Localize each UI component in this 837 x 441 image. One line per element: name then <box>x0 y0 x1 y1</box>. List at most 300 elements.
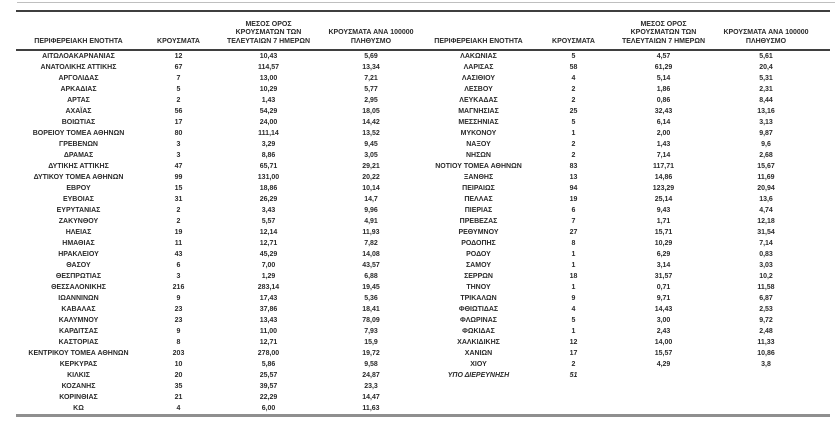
spacer-cell <box>816 128 830 139</box>
cases-value: 43 <box>174 251 183 258</box>
cases-value: 2 <box>571 361 576 368</box>
table-row <box>16 139 830 150</box>
per100k-value: 11,63 <box>362 405 380 412</box>
avg7-value: 2,00 <box>656 130 671 137</box>
region-name: ΑΝΑΤΟΛΙΚΗΣ ΑΤΤΙΚΗΣ <box>40 64 117 71</box>
cases-value: 5 <box>571 119 576 126</box>
per100k-value: 5,36 <box>364 295 378 302</box>
avg7-value: 13,00 <box>259 75 278 82</box>
spacer-cell <box>816 150 830 161</box>
table-header <box>16 11 830 50</box>
region-name: ΚΑΣΤΟΡΙΑΣ <box>58 339 99 346</box>
table-row <box>16 128 830 139</box>
cases-value: 5 <box>571 53 576 60</box>
avg7-value: 3,43 <box>261 207 276 214</box>
region-name: ΝΗΣΩΝ <box>466 152 491 159</box>
cases-value: 2 <box>571 152 576 159</box>
region-name: ΕΒΡΟΥ <box>66 185 91 192</box>
per100k-value: 3,05 <box>364 152 378 159</box>
cases-value: 83 <box>569 163 578 170</box>
avg7-value: 37,86 <box>259 306 278 313</box>
cases-value: 1 <box>571 251 576 258</box>
header-per100k-right: ΚΡΟΥΣΜΑΤΑ ΑΝΑ 100000 ΠΛΗΘΥΣΜΟ <box>723 29 809 45</box>
avg7-value: 61,29 <box>654 64 673 71</box>
region-name: ΤΡΙΚΑΛΩΝ <box>460 295 497 302</box>
header-region-left: ΠΕΡΙΦΕΡΕΙΑΚΗ ΕΝΟΤΗΤΑ <box>34 37 123 45</box>
per100k-value: 19,45 <box>362 284 380 291</box>
spacer-cell <box>816 392 830 403</box>
cases-value: 5 <box>176 86 181 93</box>
region-name <box>421 381 536 392</box>
spacer-cell <box>816 106 830 117</box>
table-row <box>16 337 830 348</box>
region-name: ΑΧΑΪΑΣ <box>65 108 92 115</box>
per100k-value: 14,7 <box>364 196 378 203</box>
table-row <box>16 403 830 416</box>
avg7-value <box>611 381 716 392</box>
cases-value: 216 <box>172 284 185 291</box>
per100k-value: 3,8 <box>761 361 771 368</box>
avg7-value: 39,57 <box>259 383 278 390</box>
per100k-value: 8,44 <box>759 97 773 104</box>
per100k-value: 11,58 <box>757 284 775 291</box>
cases-value: 2 <box>176 97 181 104</box>
region-name: ΣΕΡΡΩΝ <box>464 273 493 280</box>
region-name: ΒΟΡΕΙΟΥ ΤΟΜΕΑ ΑΘΗΝΩΝ <box>32 130 125 137</box>
avg7-value: 6,14 <box>656 119 671 126</box>
cases-value: 7 <box>571 218 576 225</box>
avg7-value: 4,29 <box>656 361 671 368</box>
per100k-value: 9,6 <box>761 141 771 148</box>
avg7-value <box>611 392 716 403</box>
cases-value: 2 <box>176 218 181 225</box>
avg7-value: 5,14 <box>656 75 671 82</box>
region-name: ΑΡΓΟΛΙΔΑΣ <box>58 75 99 82</box>
region-name: ΦΘΙΩΤΙΔΑΣ <box>458 306 499 313</box>
per100k-value: 3,13 <box>759 119 773 126</box>
header-cases-left: ΚΡΟΥΣΜΑΤΑ <box>157 37 200 45</box>
region-name: ΠΕΙΡΑΙΩΣ <box>462 185 495 192</box>
per100k-value: 7,82 <box>364 240 378 247</box>
region-name: ΠΕΛΛΑΣ <box>464 196 493 203</box>
spacer-cell <box>816 326 830 337</box>
spacer-cell <box>816 161 830 172</box>
region-name: ΜΑΓΝΗΣΙΑΣ <box>458 108 499 115</box>
cases-value: 17 <box>174 119 183 126</box>
cases-value: 99 <box>174 174 183 181</box>
spacer-cell <box>816 117 830 128</box>
cases-value: 8 <box>571 240 576 247</box>
spacer-cell <box>816 293 830 304</box>
region-name: ΧΑΝΙΩΝ <box>464 350 493 357</box>
per100k-value: 13,34 <box>362 64 380 71</box>
cases-value: 20 <box>174 372 183 379</box>
per100k-value: 6,88 <box>364 273 378 280</box>
header-region-right: ΠΕΡΙΦΕΡΕΙΑΚΗ ΕΝΟΤΗΤΑ <box>434 37 523 45</box>
region-name: ΛΕΥΚΑΔΑΣ <box>459 97 498 104</box>
cases-value <box>536 392 611 403</box>
table-row <box>16 348 830 359</box>
regional-units-table <box>16 10 830 417</box>
cases-value: 13 <box>569 174 578 181</box>
region-name <box>421 392 536 403</box>
avg7-value: 25,57 <box>259 372 278 379</box>
avg7-value <box>611 370 716 381</box>
cases-value: 2 <box>571 86 576 93</box>
avg7-value: 5,57 <box>261 218 276 225</box>
avg7-value: 3,29 <box>261 141 276 148</box>
avg7-value: 6,29 <box>656 251 671 258</box>
per100k-value: 9,87 <box>759 130 773 137</box>
header-spacer <box>816 11 830 50</box>
per100k-value: 9,72 <box>759 317 773 324</box>
header-row <box>16 11 830 50</box>
cases-value: 47 <box>174 163 183 170</box>
avg7-value: 5,86 <box>261 361 276 368</box>
avg7-value: 25,14 <box>654 196 673 203</box>
region-name: ΛΑΣΙΘΙΟΥ <box>461 75 496 82</box>
region-name: ΧΙΟΥ <box>470 361 487 368</box>
per100k-value <box>716 370 816 381</box>
avg7-value: 32,43 <box>654 108 673 115</box>
per100k-value: 2,48 <box>759 328 773 335</box>
region-name: ΒΟΙΩΤΙΑΣ <box>61 119 96 126</box>
per100k-value: 29,21 <box>362 163 380 170</box>
per100k-value: 5,31 <box>759 75 773 82</box>
cases-value: 15 <box>174 185 183 192</box>
spacer-cell <box>816 73 830 84</box>
avg7-value: 14,43 <box>654 306 673 313</box>
cases-value: 12 <box>174 53 183 60</box>
avg7-value: 10,29 <box>259 86 278 93</box>
avg7-value: 1,43 <box>261 97 276 104</box>
table-row <box>16 227 830 238</box>
per100k-value: 14,47 <box>362 394 380 401</box>
cases-value: 51 <box>569 372 578 379</box>
avg7-value: 1,86 <box>656 86 671 93</box>
avg7-value: 131,00 <box>257 174 280 181</box>
per100k-value: 10,2 <box>759 273 773 280</box>
region-name: ΣΑΜΟΥ <box>465 262 491 269</box>
cases-value: 19 <box>569 196 578 203</box>
avg7-value: 24,00 <box>259 119 278 126</box>
avg7-value: 7,14 <box>656 152 671 159</box>
cases-value: 23 <box>174 306 183 313</box>
cases-value: 4 <box>571 306 576 313</box>
header-avg7-right: ΜΕΣΟΣ ΟΡΟΣ ΚΡΟΥΣΜΑΤΩΝ ΤΩΝ ΤΕΛΕΥΤΑΙΩΝ 7 ΗΜΕΡΩΝ <box>621 20 706 45</box>
region-name: ΡΟΔΟΥ <box>466 251 491 258</box>
cases-value: 6 <box>176 262 181 269</box>
cases-value: 8 <box>176 339 181 346</box>
per100k-value: 4,91 <box>364 218 378 225</box>
table-row <box>16 106 830 117</box>
cases-value: 3 <box>176 141 181 148</box>
region-name: ΑΙΤΩΛΟΑΚΑΡΝΑΝΙΑΣ <box>42 53 115 60</box>
region-name: ΔΡΑΜΑΣ <box>63 152 94 159</box>
per100k-value <box>716 403 816 416</box>
avg7-value: 7,00 <box>261 262 276 269</box>
table-row <box>16 150 830 161</box>
region-name: ΘΑΣΟΥ <box>66 262 91 269</box>
avg7-value: 10,29 <box>654 240 673 247</box>
cases-value: 11 <box>174 240 183 247</box>
per100k-value: 5,61 <box>759 53 773 60</box>
region-name: ΚΩ <box>73 405 84 412</box>
per100k-value: 14,08 <box>362 251 380 258</box>
avg7-value: 9,43 <box>656 207 671 214</box>
avg7-value: 12,14 <box>259 229 278 236</box>
per100k-value: 14,42 <box>362 119 380 126</box>
per100k-value: 7,93 <box>364 328 378 335</box>
table-row <box>16 392 830 403</box>
spacer-cell <box>816 304 830 315</box>
region-name: ΠΙΕΡΙΑΣ <box>464 207 493 214</box>
top-separator-line <box>17 2 835 3</box>
spacer-cell <box>816 205 830 216</box>
cases-value: 23 <box>174 317 183 324</box>
per100k-value: 43,57 <box>362 262 380 269</box>
avg7-value: 65,71 <box>259 163 278 170</box>
region-name: ΦΩΚΙΔΑΣ <box>462 328 495 335</box>
region-name: ΡΟΔΟΠΗΣ <box>461 240 496 247</box>
spacer-cell <box>816 282 830 293</box>
per100k-value: 11,93 <box>362 229 380 236</box>
cases-value: 58 <box>569 64 578 71</box>
region-name: ΛΕΣΒΟΥ <box>464 86 493 93</box>
per100k-value: 7,21 <box>364 75 378 82</box>
region-name: ΡΕΘΥΜΝΟΥ <box>458 229 499 236</box>
region-name: ΑΡΚΑΔΙΑΣ <box>60 86 97 93</box>
header-per100k-left: ΚΡΟΥΣΜΑΤΑ ΑΝΑ 100000 ΠΛΗΘΥΣΜΟ <box>328 29 414 45</box>
table-row <box>16 326 830 337</box>
per100k-value: 10,86 <box>757 350 775 357</box>
avg7-value: 0,86 <box>656 97 671 104</box>
region-name: ΔΥΤΙΚΟΥ ΤΟΜΕΑ ΑΘΗΝΩΝ <box>33 174 124 181</box>
region-name: ΘΕΣΠΡΩΤΙΑΣ <box>55 273 102 280</box>
cases-value: 10 <box>174 361 183 368</box>
region-name: ΧΑΛΚΙΔΙΚΗΣ <box>457 339 500 346</box>
cases-value: 27 <box>569 229 578 236</box>
avg7-value: 8,86 <box>261 152 276 159</box>
cases-value: 67 <box>174 64 183 71</box>
cases-value: 3 <box>176 273 181 280</box>
per100k-value: 78,09 <box>362 317 380 324</box>
table-row <box>16 304 830 315</box>
per100k-value: 19,72 <box>362 350 380 357</box>
spacer-cell <box>816 227 830 238</box>
cases-value: 12 <box>569 339 578 346</box>
cases-value: 5 <box>571 317 576 324</box>
cases-value: 56 <box>174 108 183 115</box>
avg7-value: 117,71 <box>652 163 675 170</box>
table-row <box>16 84 830 95</box>
avg7-value: 9,71 <box>656 295 671 302</box>
per100k-value: 0,83 <box>759 251 773 258</box>
per100k-value: 9,96 <box>364 207 378 214</box>
table-row <box>16 62 830 73</box>
spacer-cell <box>816 139 830 150</box>
avg7-value: 0,71 <box>656 284 671 291</box>
region-name: ΜΕΣΣΗΝΙΑΣ <box>458 119 499 126</box>
avg7-value: 31,57 <box>654 273 673 280</box>
region-name: ΚΙΛΚΙΣ <box>67 372 90 379</box>
table-row <box>16 271 830 282</box>
per100k-value: 11,33 <box>757 339 775 346</box>
cases-value: 7 <box>176 75 181 82</box>
per100k-value: 2,95 <box>364 97 378 104</box>
per100k-value: 20,94 <box>757 185 775 192</box>
table-row <box>16 50 830 62</box>
region-name: ΚΑΒΑΛΑΣ <box>61 306 96 313</box>
region-name: ΜΥΚΟΝΟΥ <box>460 130 497 137</box>
cases-value: 1 <box>571 130 576 137</box>
avg7-value: 15,71 <box>654 229 673 236</box>
cases-value: 6 <box>571 207 576 214</box>
per100k-value: 5,69 <box>364 53 378 60</box>
region-name: ΑΡΤΑΣ <box>67 97 90 104</box>
cases-value: 203 <box>172 350 185 357</box>
cases-value: 3 <box>176 152 181 159</box>
per100k-value: 13,6 <box>759 196 773 203</box>
per100k-value: 5,77 <box>364 86 378 93</box>
table-row <box>16 161 830 172</box>
avg7-value: 1,29 <box>261 273 276 280</box>
per100k-value: 6,87 <box>759 295 773 302</box>
avg7-value: 278,00 <box>257 350 280 357</box>
cases-value <box>536 403 611 416</box>
table-row <box>16 194 830 205</box>
spacer-cell <box>816 183 830 194</box>
avg7-value: 26,29 <box>259 196 278 203</box>
spacer-cell <box>816 249 830 260</box>
per100k-value: 12,18 <box>757 218 775 225</box>
region-name: ΘΕΣΣΑΛΟΝΙΚΗΣ <box>51 284 106 291</box>
cases-value <box>536 381 611 392</box>
table-row <box>16 315 830 326</box>
per100k-value: 3,03 <box>759 262 773 269</box>
cases-value: 18 <box>569 273 578 280</box>
avg7-value: 14,86 <box>654 174 673 181</box>
region-name: ΕΥΒΟΙΑΣ <box>62 196 95 203</box>
per100k-value: 9,45 <box>364 141 378 148</box>
per100k-value: 24,87 <box>362 372 380 379</box>
cases-value: 2 <box>176 207 181 214</box>
avg7-value: 14,00 <box>654 339 673 346</box>
avg7-value: 283,14 <box>257 284 280 291</box>
table-body <box>16 50 830 416</box>
avg7-value: 111,14 <box>258 130 279 137</box>
per100k-value: 23,3 <box>364 383 378 390</box>
per100k-value: 11,69 <box>757 174 775 181</box>
region-name: ΖΑΚΥΝΘΟΥ <box>58 218 99 225</box>
cases-value: 4 <box>571 75 576 82</box>
avg7-value: 1,71 <box>656 218 671 225</box>
per100k-value <box>716 392 816 403</box>
avg7-value: 54,29 <box>259 108 278 115</box>
spacer-cell <box>816 337 830 348</box>
spacer-cell <box>816 381 830 392</box>
avg7-value: 114,57 <box>257 64 280 71</box>
spacer-cell <box>816 50 830 62</box>
table-row <box>16 73 830 84</box>
cases-value: 1 <box>571 328 576 335</box>
per100k-value: 31,54 <box>757 229 775 236</box>
avg7-value: 6,00 <box>261 405 276 412</box>
avg7-value: 13,43 <box>259 317 278 324</box>
spacer-cell <box>816 172 830 183</box>
table-row <box>16 216 830 227</box>
region-name: ΚΕΝΤΡΙΚΟΥ ΤΟΜΕΑ ΑΘΗΝΩΝ <box>28 350 129 357</box>
region-name: ΚΑΡΔΙΤΣΑΣ <box>59 328 98 335</box>
region-name: ΚΑΛΥΜΝΟΥ <box>58 317 99 324</box>
region-name: ΠΡΕΒΕΖΑΣ <box>459 218 498 225</box>
spacer-cell <box>816 403 830 416</box>
spacer-cell <box>816 271 830 282</box>
table-row <box>16 205 830 216</box>
cases-value: 9 <box>176 328 181 335</box>
cases-value: 9 <box>176 295 181 302</box>
region-name: ΚΟΡΙΝΘΙΑΣ <box>59 394 98 401</box>
region-name: ΞΑΝΘΗΣ <box>463 174 494 181</box>
per100k-value: 20,4 <box>759 64 773 71</box>
table-row <box>16 95 830 106</box>
per100k-value: 10,14 <box>362 185 380 192</box>
cases-value: 17 <box>569 350 578 357</box>
cases-value: 31 <box>174 196 183 203</box>
cases-value: 4 <box>176 405 181 412</box>
per100k-value: 2,68 <box>759 152 773 159</box>
cases-value: 94 <box>569 185 578 192</box>
table-row <box>16 238 830 249</box>
per100k-value: 4,74 <box>759 207 773 214</box>
cases-value: 2 <box>571 97 576 104</box>
region-name: ΕΥΡΥΤΑΝΙΑΣ <box>56 207 101 214</box>
table-row <box>16 359 830 370</box>
table-row <box>16 249 830 260</box>
region-name: ΗΡΑΚΛΕΙΟΥ <box>58 251 99 258</box>
avg7-value: 12,71 <box>259 240 278 247</box>
header-avg7-left: ΜΕΣΟΣ ΟΡΟΣ ΚΡΟΥΣΜΑΤΩΝ ΤΩΝ ΤΕΛΕΥΤΑΙΩΝ 7 ΗΜΕΡΩΝ <box>226 20 311 45</box>
avg7-value: 18,86 <box>259 185 278 192</box>
region-name: ΔΥΤΙΚΗΣ ΑΤΤΙΚΗΣ <box>48 163 109 170</box>
avg7-value <box>611 403 716 416</box>
region-name: ΝΟΤΙΟΥ ΤΟΜΕΑ ΑΘΗΝΩΝ <box>435 163 522 170</box>
region-name: ΛΑΚΩΝΙΑΣ <box>460 53 497 60</box>
table-row <box>16 381 830 392</box>
per100k-value: 15,9 <box>364 339 378 346</box>
region-name: ΚΕΡΚΥΡΑΣ <box>59 361 98 368</box>
cases-value: 9 <box>571 295 576 302</box>
spacer-cell <box>816 359 830 370</box>
avg7-value: 123,29 <box>652 185 675 192</box>
avg7-value: 3,14 <box>656 262 671 269</box>
table-row <box>16 282 830 293</box>
avg7-value: 4,57 <box>656 53 671 60</box>
spacer-cell <box>816 194 830 205</box>
avg7-value: 3,00 <box>656 317 671 324</box>
cases-value: 21 <box>174 394 183 401</box>
cases-value: 2 <box>571 141 576 148</box>
cases-value: 25 <box>569 108 578 115</box>
spacer-cell <box>816 62 830 73</box>
per100k-value: 2,53 <box>759 306 773 313</box>
spacer-cell <box>816 84 830 95</box>
table-row <box>16 260 830 271</box>
avg7-value: 1,43 <box>656 141 671 148</box>
region-name: ΥΠΟ ΔΙΕΡΕΥΝΗΣΗ <box>447 372 510 379</box>
spacer-cell <box>816 216 830 227</box>
region-name <box>421 403 536 416</box>
